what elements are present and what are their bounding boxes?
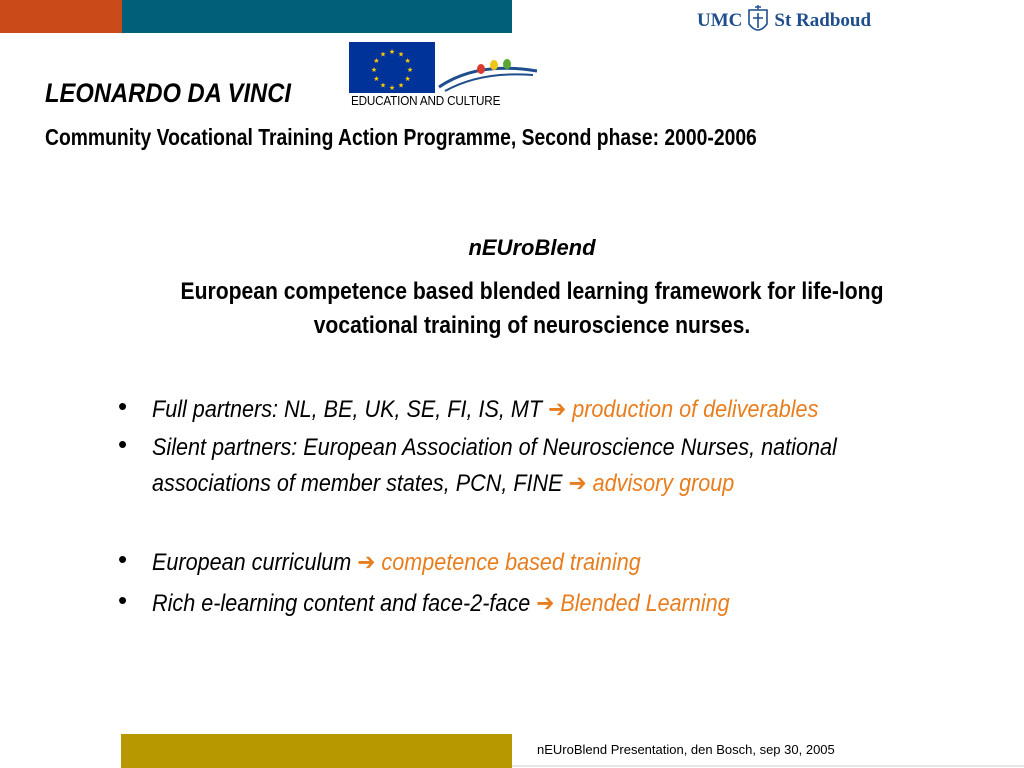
- crest-icon: [746, 4, 770, 38]
- project-description: [162, 275, 901, 343]
- eu-star-icon: ★: [388, 48, 396, 56]
- eu-star-icon: ★: [370, 66, 378, 74]
- bullet-result: Blended Learning: [560, 590, 730, 617]
- project-description-text: European competence based blended learning framework for life-long vocational training of neuroscience nurses: [180, 278, 884, 339]
- radboud-label: St Radboud: [774, 10, 872, 31]
- footer-divider: [512, 765, 1024, 767]
- header-bar-red: [0, 0, 122, 33]
- bullet-icon: •: [118, 585, 128, 615]
- eu-star-icon: ★: [404, 75, 411, 83]
- umc-radboud-logo: [697, 3, 871, 39]
- arrow-right-icon: ➔: [568, 470, 587, 497]
- eu-star-icon: ★: [404, 57, 411, 65]
- header-bar-teal: [122, 0, 512, 33]
- eu-star-icon: ★: [379, 51, 387, 59]
- arrow-right-icon: ➔: [548, 396, 567, 423]
- eu-star-icon: ★: [406, 66, 414, 74]
- footer-bar-gold: [121, 734, 512, 768]
- project-name: nEUroBlend: [468, 235, 596, 260]
- arrow-right-icon: ➔: [536, 590, 555, 617]
- bullet-result: competence based training: [381, 549, 641, 576]
- bullet-icon: •: [118, 544, 128, 574]
- bullet-icon: •: [118, 391, 128, 421]
- bullet-text: European curriculum: [152, 549, 352, 576]
- eu-star-icon: ★: [379, 82, 387, 90]
- project-description-period: .: [744, 312, 751, 339]
- page-title: LEONARDO DA VINCI: [45, 78, 291, 108]
- education-culture-logo-icon: [437, 55, 539, 95]
- arrow-right-icon: ➔: [357, 549, 376, 576]
- bullet-result: production of deliverables: [572, 396, 819, 423]
- eu-star-icon: ★: [397, 51, 405, 59]
- bullet-icon: •: [118, 429, 128, 459]
- bullet-result: advisory group: [592, 470, 735, 497]
- bullet-text: Silent partners: European Association of Neuroscience Nurses, national associations of member states, PCN, FINE: [152, 434, 837, 497]
- eu-star-icon: ★: [397, 82, 405, 90]
- footer-text: nEUroBlend Presentation, den Bosch, sep 30, 2005: [537, 742, 835, 757]
- umc-label: UMC: [697, 10, 743, 31]
- eu-star-icon: ★: [373, 57, 380, 65]
- eu-star-icon: ★: [373, 75, 380, 83]
- page-subtitle: Community Vocational Training Action Programme, Second phase: 2000-2006: [45, 124, 757, 150]
- bullet-text: Rich e-learning content and face-2-face: [152, 590, 531, 617]
- education-culture-label: EDUCATION AND CULTURE: [351, 93, 501, 108]
- bullet-text: Full partners: NL, BE, UK, SE, FI, IS, MT: [152, 396, 543, 423]
- eu-star-icon: ★: [388, 84, 396, 92]
- eu-flag-icon: [349, 42, 435, 93]
